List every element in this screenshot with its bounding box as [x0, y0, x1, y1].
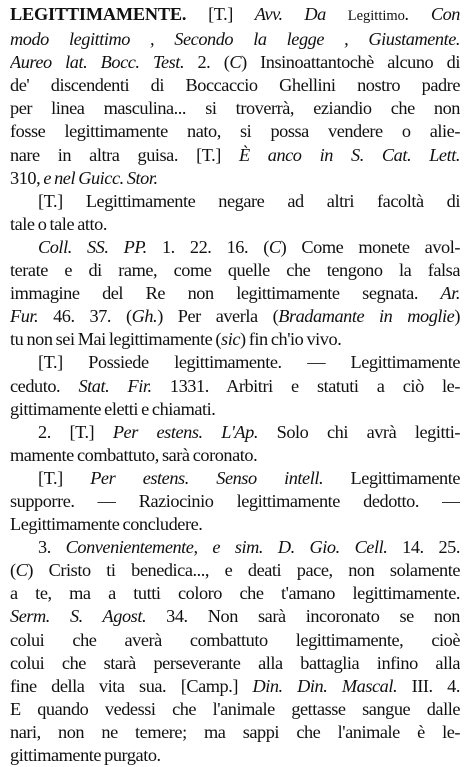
text-segment: nari, non ne temere; ma sappi che l'animale è le-	[10, 721, 460, 742]
entry-line	[10, 259, 460, 282]
text-segment: immagine del Re non legittimamente segnata.	[10, 283, 441, 304]
text-segment: [T.]	[38, 467, 91, 488]
entry-line	[10, 444, 460, 467]
italic-text: C	[268, 236, 281, 257]
text-segment: E quando vedessi che l'animale gettasse sangue dalle	[10, 698, 460, 719]
text-segment: [T.] Possiede legittimamente. — Legittimamente	[38, 352, 460, 373]
italic-text: Ar.	[440, 283, 460, 304]
italic-text: modo legittimo , Secondo la legge , Giustamente.	[10, 29, 460, 50]
entry-line	[10, 97, 460, 120]
entry-line	[10, 305, 460, 328]
italic-text: Fur.	[10, 306, 39, 327]
entry-text-body	[10, 3, 460, 767]
text-segment: ) Cristo ti benedica..., e deati pace, non solamente	[27, 560, 460, 581]
text-segment: 310,	[10, 167, 44, 188]
text-segment: colui che starà perseverante alla battaglia infino alla	[10, 652, 460, 673]
entry-line	[10, 120, 460, 143]
text-segment: ) Come monete avol-	[280, 236, 460, 257]
italic-text: Din. Din. Mascal.	[252, 675, 398, 696]
text-segment: tu non sei Mai legittimamente (	[10, 329, 222, 350]
text-segment: colui che averà combattuto legittimamente, cioè	[10, 629, 460, 650]
italic-text: Per estens. Senso intell.	[90, 467, 324, 488]
entry-line	[10, 28, 460, 51]
text-segment: III. 4.	[397, 675, 460, 696]
text-segment: gittimamente purgato.	[10, 745, 161, 765]
text-segment: 2. [T.]	[38, 421, 113, 442]
text-segment: 3.	[38, 537, 66, 558]
text-segment: 14. 25.	[387, 537, 460, 558]
text-segment: 1331. Arbitri e statuti a ciò le-	[151, 375, 460, 396]
text-segment: supporre. — Raziocinio legittimamente dedotto. —	[10, 490, 460, 511]
text-segment: per linea masculina... si troverrà, eziandio che non	[10, 98, 460, 119]
entry-line	[10, 51, 460, 74]
entry-line	[10, 629, 460, 652]
headword: LEGITTIMAMENTE.	[10, 4, 187, 24]
text-segment: ) Per averla (	[157, 306, 279, 327]
italic-text: Aureo lat. Bocc. Test.	[10, 52, 185, 73]
entry-line	[10, 190, 460, 213]
entry-line	[10, 675, 460, 698]
entry-line	[10, 582, 460, 605]
text-segment: mamente combattuto, sarà coronato.	[10, 444, 258, 465]
italic-text: sic	[221, 329, 241, 350]
italic-text: Coll. SS. PP.	[38, 236, 147, 257]
entry-line	[10, 3, 460, 28]
entry-line	[10, 328, 460, 351]
text-segment: fine della vita sua. [Camp.]	[10, 675, 253, 696]
entry-line	[10, 398, 460, 421]
text-segment: 34. Non sarà incoronato se non	[146, 606, 460, 627]
text-segment: Legittimamente	[323, 467, 460, 488]
entry-line	[10, 605, 460, 628]
entry-line	[10, 167, 460, 190]
text-segment: de' discendenti di Boccaccio Ghellini nostro padre	[10, 75, 460, 96]
entry-line	[10, 513, 460, 536]
text-segment: nare in altra guisa. [T.]	[10, 144, 239, 165]
italic-text: Bradamante in moglie	[278, 306, 455, 327]
entry-line	[10, 282, 460, 305]
italic-text: Gh.	[131, 306, 158, 327]
entry-line	[10, 74, 460, 97]
text-segment: 2. (	[184, 52, 230, 73]
italic-text: C	[15, 560, 28, 581]
text-segment: [T.]	[186, 4, 255, 24]
entry-line	[10, 421, 460, 444]
italic-text: e nel Guicc. Stor.	[43, 167, 158, 188]
text-segment: [T.] Legittimamente negare ad altri facoltà di	[38, 190, 460, 211]
italic-text: Per estens. L'Ap.	[112, 421, 258, 442]
entry-line	[10, 467, 460, 490]
small-caps-text: Legittimo	[347, 8, 405, 24]
text-segment: (	[10, 560, 16, 581]
text-segment: Legittimamente concludere.	[10, 514, 203, 535]
text-segment: gittimamente eletti e chiamati.	[10, 398, 216, 419]
entry-line	[10, 375, 460, 398]
entry-line	[10, 652, 460, 675]
italic-text: Convenientemente, e sim. D. Gio. Cell.	[65, 537, 388, 558]
text-segment: 1. 22. 16. (	[146, 236, 269, 257]
italic-text: Serm. S. Agost.	[10, 606, 147, 627]
entry-line	[10, 536, 460, 559]
italic-text: . Con	[404, 4, 460, 24]
italic-text: Stat. Fir.	[78, 375, 152, 396]
entry-line	[10, 490, 460, 513]
entry-line	[10, 698, 460, 721]
text-segment: )	[454, 306, 460, 327]
text-segment: ) fin ch'io vivo.	[240, 329, 342, 350]
text-segment: ceduto.	[10, 375, 79, 396]
text-segment: ) Insinoattantochè alcuno di	[241, 52, 460, 73]
text-segment: tale o tale atto.	[10, 213, 107, 234]
text-segment: terate e di rame, come quelle che tengono la falsa	[10, 260, 460, 281]
italic-text: È anco in S. Cat. Lett.	[238, 144, 460, 165]
entry-line	[10, 213, 460, 236]
text-segment: 46. 37. (	[38, 306, 132, 327]
entry-line	[10, 559, 460, 582]
text-segment: a te, ma a tutti coloro che t'amano legittimamente.	[10, 583, 460, 604]
entry-line	[10, 144, 460, 167]
entry-line	[10, 721, 460, 744]
entry-line	[10, 236, 460, 259]
text-segment: fosse legittimamente nato, si possa vendere o alie-	[10, 121, 460, 142]
italic-text: C	[229, 52, 242, 73]
text-segment: Solo chi avrà legitti-	[257, 421, 460, 442]
entry-line	[10, 744, 460, 767]
italic-text: Avv. Da	[254, 4, 348, 24]
entry-line	[10, 351, 460, 374]
